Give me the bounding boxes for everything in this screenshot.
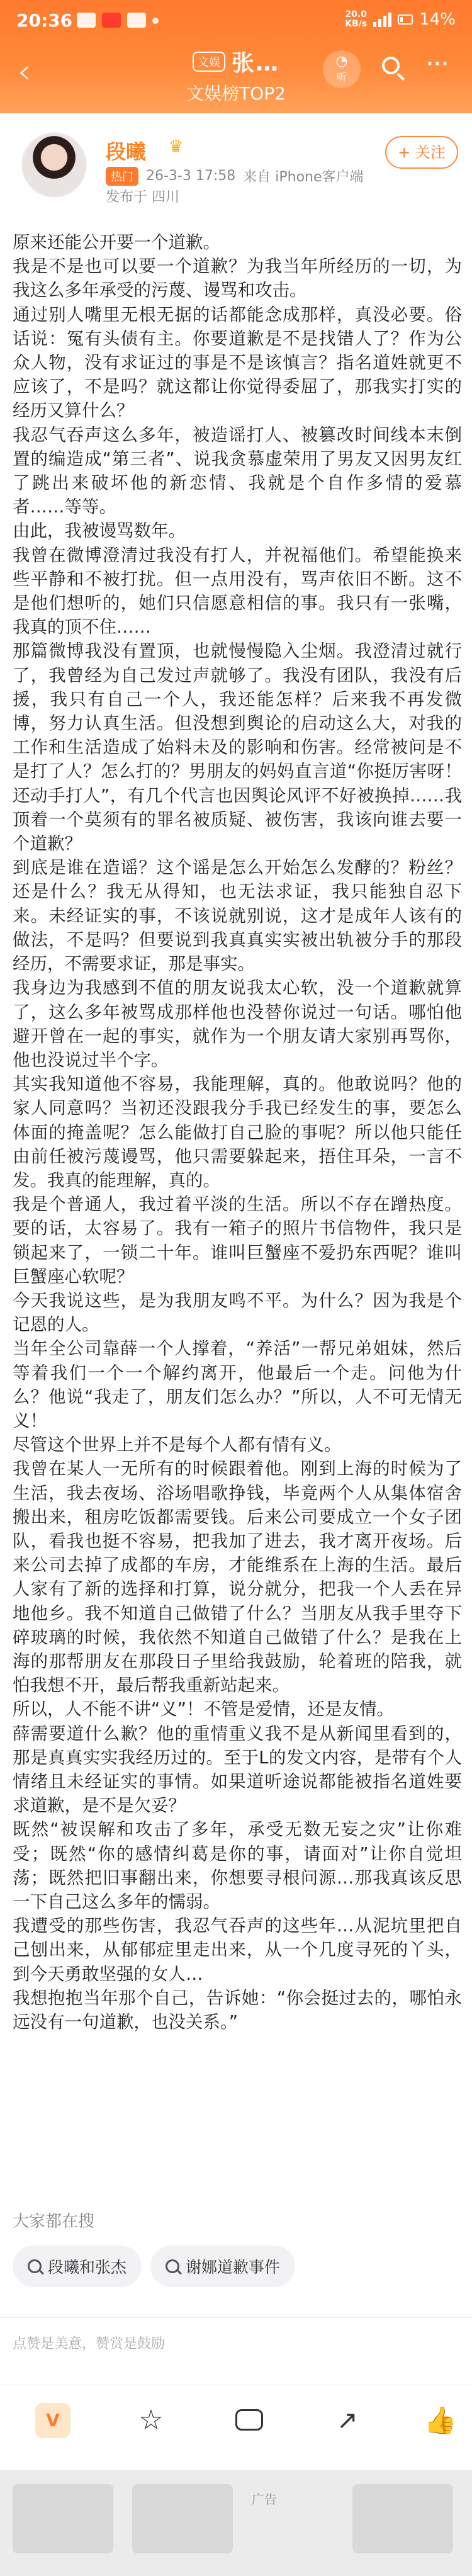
post-paragraph: 到底是谁在造谣？这个谣是怎么开始怎么发酵的？粉丝？还是什么？我无从得知，也无法求证，我只能独自忍下来。未经证实的事，不该说就别说，这才是成年人该有的做法，不是吗？但要说到我真真实实被出轨被分手的那段经历，不需要求证，那是事实。 [13,857,462,974]
app-notification-icon [77,13,96,28]
post-paragraph: 其实我知道他不容易，我能理解，真的。他敢说吗？他的家人同意吗？当初还没跟我分手我已经发生的事，要怎么体面的掩盖呢？怎么能做打自己脸的事呢？所以他只能任由前任被污蔑谩骂，他只需要躲起来，捂住耳朵，一言不发。我真的能理解，真的。 [13,1074,462,1190]
status-bar [0,0,472,39]
comment-icon[interactable] [232,2403,267,2438]
post-body [13,230,462,2034]
signal-icon [373,12,391,27]
ear-icon: ◔ [335,54,348,69]
post-paragraph: 原来还能公开要一个道歉。 [13,232,220,252]
post-paragraph: 薛需要道什么歉？他的重情重义我不是从新闻里看到的，那是真真实实我经历过的。至于L的发文内容，是带有个人情绪且未经证实的事情。如果道听途说都能被指名道姓要求道歉，是不是欠妥？ [13,1723,462,1816]
post-paragraph: 当年全公司靠薛一个人撑着，“养活”一帮兄弟姐妹，然后等着我们一个一个解约离开，他最后一个走。问他为什么？他说“我走了，朋友们怎么办？”所以，人不可无情无义！ [13,1338,462,1431]
hot-tag: 热门 [106,167,138,186]
battery-icon [398,14,413,25]
author-name[interactable]: 段曦 [106,140,147,164]
post-paragraph: 今天我说这些，是为我朋友鸣不平。为什么？因为我是个记恩的人。 [13,1290,462,1335]
more-dots-icon[interactable]: ··· [425,48,448,80]
search-icon [28,2259,42,2273]
post-paragraph: 通过别人嘴里无根无据的话都能念成那样，真没必要。俗话说：冤有头债有主。你要道歉是不是找错人了？作为公众人物，没有求证过的事是不是该慎言？指名道姓就更不应该了，不是吗？就这都让你觉得委屈了，那我实打实的经历又算什么？ [13,304,462,421]
post-paragraph: 所以，人不能不讲“义”！不管是爱情，还是友情。 [13,1699,394,1720]
battery-level: 14% [419,10,456,29]
status-right [345,10,456,29]
post-time: 26-3-3 17:58 [146,168,236,184]
ranking-subtitle: 文娱榜TOP2 [186,83,286,104]
thumbs-up-icon[interactable]: 👍 [424,2405,458,2436]
post-paragraph: 我身边为我感到不值的朋友说我太心软，没一个道歉就算了，这么多年被骂成那样他也没替你说过一句话。哪怕他避开曾在一起的事实，就作为一个朋友请大家别再骂你，他也没说过半个字。 [13,978,462,1070]
trending-searches [13,2208,462,2287]
back-button[interactable]: ‹ [18,53,31,91]
divider [0,2317,472,2318]
vip-crown-icon: ♛ [169,137,184,156]
post-paragraph: 我是个普通人，我过着平淡的生活。所以不存在蹭热度。要的话，太容易了。我有一箱子的照片书信物件，我只是锁起来了，一锁二十年。谁叫巨蟹座不爱扔东西呢？谁叫巨蟹座心软呢？ [13,1194,462,1287]
network-speed: 20.0 KB/s [345,9,368,29]
post-source: 来自 iPhone客户端 [243,169,364,185]
reactions-text: 点赞是美意，赞赏是鼓励 [13,2336,166,2352]
avatar[interactable] [21,132,87,198]
post-paragraph: 我是不是也可以要一个道歉？为我当年所经历的一切，为我这么多年承受的污蔑、谩骂和攻击。 [13,256,462,301]
search-icon[interactable] [381,55,406,81]
top-header [0,0,472,113]
category-tag: 文娱 [193,52,225,72]
post-paragraph: 由此，我被谩骂数年。 [13,521,186,541]
post-paragraph: 尽管这个世界上并不是每个人都有情有义。 [13,1435,342,1455]
search-chip[interactable]: 谢娜道歉事件 [150,2246,295,2287]
post-paragraph: 我遭受的那些伤害，我忍气吞声的这些年…从泥坑里把自己刨出来，从郁郁症里走出来，从一个几度寻死的丫头，到今天勇敢坚强的女人… [13,1916,462,1984]
ad-thumbnail[interactable] [13,2484,113,2553]
post-paragraph: 既然“被误解和攻击了多年，承受无数无妄之灾”让你难受；既然“你的感情纠葛是你的事，请面对”让你自觉坦荡；既然把旧事翻出来，你想要寻根问源…那我真该反思一下自己这么多年的懦弱。 [13,1819,462,1912]
search-icon [166,2259,179,2273]
trending-label: 大家都在搜 [13,2212,95,2231]
share-icon[interactable]: ↗ [337,2406,358,2435]
post-paragraph: 我曾在微博澄清过我没有打人，并祝福他们。希望能换来些平静和不被打扰。但一点用没有，骂声依旧不断。这不是他们想听的，她们只信愿意相信的事。我只有一张嘴，我真的顶不住…… [13,545,462,638]
post-paragraph: 我忍气吞声这么多年，被造谣打人、被篡改时间线本末倒置的编造成“第三者”、说我贪慕虚荣用了男友又因男友红了跳出来破坏他的新恋情、我就是个自作多情的爱慕者……等等。 [13,424,462,517]
ad-thumbnail[interactable] [132,2484,233,2553]
weibo-notification-icon [102,13,121,28]
ad-thumbnail[interactable] [352,2484,453,2553]
notification-icons [77,13,159,28]
ad-strip [0,2470,472,2576]
vip-crown-icon[interactable]: V [35,2403,70,2438]
hot-topic-header[interactable] [170,45,302,105]
post-paragraph: 那篇微博我没有置顶，也就慢慢隐入尘烟。我澄清过就行了，我曾经为自己发过声就够了。我没有团队，我没有后援，我只有自己一个人，我还能怎样？后来我不再发微博，努力认真生活。但没想到舆论的启动这么大，对我的工作和生活造成了始料未及的影响和伤害。经常被问是不是打了人？怎么打的？男朋友的妈妈直言道“你挺厉害呀！还动手打人”，有几个代言也因舆论风评不好被换掉……我顶着一个莫须有的罪名被质疑、被伤害，我该向谁去要一个道歉？ [13,641,462,854]
post-paragraph: 我曾在某人一无所有的时候跟着他。刚到上海的时候为了生活，我去夜场、浴场唱歌挣钱，毕竟两个人从集体宿舍搬出来，租房吃饭都需要钱。后来公司要成立一个女子团队，看我也挺不容易，把我加了进去，我才离开夜场。后来公司去掉了成都的车房，才能维系在上海的生活。最后人家有了新的选择和打算，说分就分，把我一个人丢在异地他乡。我不知道自己做错了什么？当朋友从我手里夺下碎玻璃的时候，我依然不知道自己做错了什么？是我在上海的那帮朋友在那段日子里给我鼓励，轮着班的陪我，就怕我想不开，最后帮我重新站起来。 [13,1459,462,1696]
action-bar [0,2385,472,2470]
topic-title: 张… [231,50,279,76]
app-notification-icon [127,13,146,28]
navigation-bar [0,39,472,113]
listen-button[interactable]: ◔ 听 [323,50,361,88]
ad-label: 广告 [252,2492,277,2507]
status-time: 20:36 [16,10,73,31]
dot-icon [152,18,159,24]
search-chip[interactable]: 段曦和张杰 [13,2246,142,2287]
star-icon[interactable]: ☆ [138,2404,164,2436]
post-card [0,113,472,2576]
post-meta [106,166,364,186]
follow-button[interactable]: + 关注 [385,136,458,169]
post-paragraph: 我想抱抱当年那个自己，告诉她：“你会挺过去的，哪怕永远没有一句道歉，也没关系。” [13,1987,462,2033]
post-location: 发布于 四川 [106,189,179,205]
